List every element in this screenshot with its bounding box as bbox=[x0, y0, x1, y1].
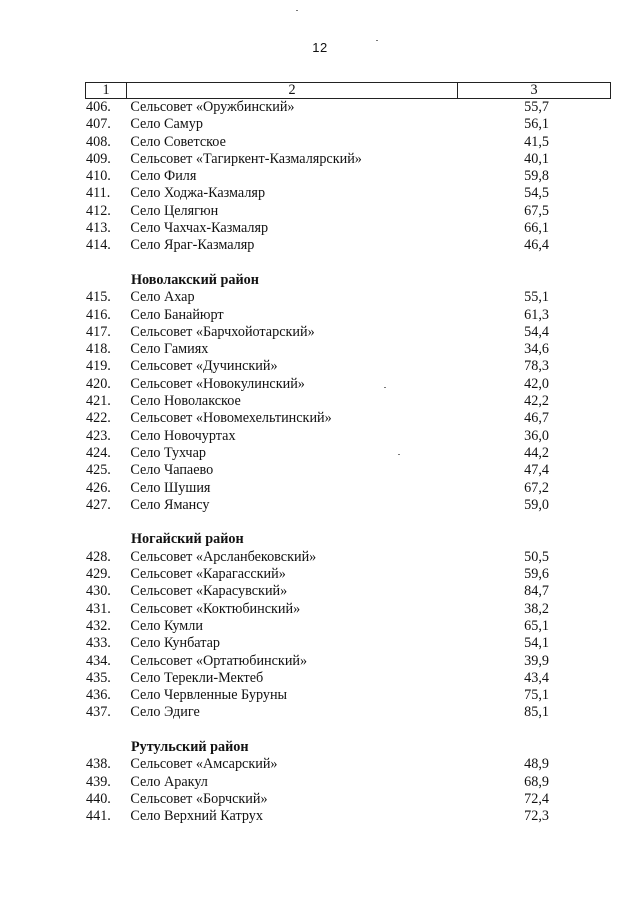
row-value: 54,1 bbox=[524, 635, 549, 652]
row-number: 425. bbox=[86, 462, 111, 479]
table-row bbox=[85, 791, 611, 808]
table-row bbox=[85, 583, 611, 600]
table-row bbox=[85, 220, 611, 237]
row-number: 421. bbox=[86, 393, 111, 410]
row-number: 424. bbox=[86, 444, 111, 461]
table-row bbox=[85, 237, 611, 254]
header-col-1: 1 bbox=[86, 83, 127, 98]
row-name: Село Целягюн bbox=[130, 202, 219, 219]
table-row bbox=[85, 376, 611, 393]
row-value: 75,1 bbox=[524, 687, 549, 704]
row-number: 417. bbox=[86, 323, 111, 340]
row-number: 412. bbox=[86, 202, 111, 219]
table-row bbox=[85, 566, 611, 583]
row-number: 406. bbox=[86, 99, 111, 115]
row-number: 411. bbox=[86, 185, 111, 202]
table-row bbox=[85, 497, 611, 514]
table-row bbox=[85, 410, 611, 427]
row-value: 42,0 bbox=[524, 375, 549, 392]
row-name: Сельсовет «Барчхойотарский» bbox=[130, 323, 315, 340]
row-name: Село Тухчар bbox=[130, 444, 206, 461]
row-value: 56,1 bbox=[524, 116, 549, 133]
table-row bbox=[85, 635, 611, 652]
row-value: 59,6 bbox=[524, 566, 549, 583]
row-name: Село Гамиях bbox=[130, 341, 209, 358]
table-row bbox=[85, 134, 611, 151]
table-row bbox=[85, 774, 611, 791]
table-row bbox=[85, 756, 611, 773]
row-value: 68,9 bbox=[524, 773, 549, 790]
row-value: 40,1 bbox=[524, 150, 549, 167]
table-row bbox=[85, 324, 611, 341]
row-value: 34,6 bbox=[524, 341, 549, 358]
row-value: 42,2 bbox=[524, 393, 549, 410]
row-name: Сельсовет «Карагасский» bbox=[130, 566, 286, 583]
row-name: Село Яраг-Казмаляр bbox=[130, 237, 255, 254]
row-name: Сельсовет «Новомехельтинский» bbox=[130, 410, 332, 427]
row-number: 429. bbox=[86, 566, 111, 583]
row-name: Село Советское bbox=[130, 133, 226, 150]
table-row bbox=[85, 358, 611, 375]
row-value: 65,1 bbox=[524, 617, 549, 634]
table-row bbox=[85, 687, 611, 704]
row-value: 72,3 bbox=[524, 808, 549, 825]
row-value: 44,2 bbox=[524, 444, 549, 461]
row-value: 78,3 bbox=[524, 358, 549, 375]
row-name: Село Шушия bbox=[130, 479, 211, 496]
table-row bbox=[85, 670, 611, 687]
row-name: Сельсовет «Арсланбековский» bbox=[130, 548, 317, 565]
row-number: 438. bbox=[86, 756, 111, 773]
table-row bbox=[85, 653, 611, 670]
row-number: 432. bbox=[86, 617, 111, 634]
row-name: Село Кумли bbox=[130, 617, 203, 634]
row-value: 59,8 bbox=[524, 168, 549, 185]
row-value: 54,4 bbox=[524, 323, 549, 340]
table-row bbox=[85, 618, 611, 635]
row-value: 36,0 bbox=[524, 427, 549, 444]
row-number: 419. bbox=[86, 358, 111, 375]
row-number: 428. bbox=[86, 548, 111, 565]
row-number: 410. bbox=[86, 168, 111, 185]
row-name: Сельсовет «Дучинский» bbox=[130, 358, 278, 375]
row-value: 48,9 bbox=[524, 756, 549, 773]
row-name: Село Терекли-Мектеб bbox=[130, 669, 264, 686]
row-name: Село Верхний Катрух bbox=[130, 808, 263, 825]
row-name: Село Новолакское bbox=[130, 393, 241, 410]
table-row bbox=[85, 393, 611, 410]
row-number: 436. bbox=[86, 687, 111, 704]
row-name: Село Эдиге bbox=[130, 704, 200, 721]
row-number: 407. bbox=[86, 116, 111, 133]
row-value: 67,2 bbox=[524, 479, 549, 496]
table-body bbox=[85, 99, 611, 825]
row-value: 59,0 bbox=[524, 496, 549, 513]
row-number: 423. bbox=[86, 427, 111, 444]
table-row bbox=[85, 445, 611, 462]
row-name: Село Банайюрт bbox=[130, 306, 224, 323]
table-row bbox=[85, 289, 611, 306]
row-name: Село Ахар bbox=[130, 289, 195, 306]
table-row bbox=[85, 307, 611, 324]
scan-speck bbox=[398, 454, 400, 455]
table-row bbox=[85, 549, 611, 566]
row-number: 440. bbox=[86, 790, 111, 807]
row-value: 67,5 bbox=[524, 202, 549, 219]
row-number: 426. bbox=[86, 479, 111, 496]
row-value: 46,4 bbox=[524, 237, 549, 254]
row-number: 434. bbox=[86, 652, 111, 669]
row-value: 66,1 bbox=[524, 220, 549, 237]
table-row bbox=[85, 168, 611, 185]
row-number: 408. bbox=[86, 133, 111, 150]
row-name: Сельсовет «Коктюбинский» bbox=[130, 600, 301, 617]
row-name: Село Самур bbox=[130, 116, 203, 133]
row-name: Село Чахчах-Казмаляр bbox=[130, 220, 269, 237]
scan-speck bbox=[296, 10, 298, 11]
row-number: 427. bbox=[86, 496, 111, 513]
row-name: Село Ямансу bbox=[130, 496, 210, 513]
table-row bbox=[85, 203, 611, 220]
table-row bbox=[85, 808, 611, 825]
row-name: Сельсовет «Борчский» bbox=[130, 790, 268, 807]
row-value: 54,5 bbox=[524, 185, 549, 202]
district-title: Новолакский район bbox=[131, 271, 259, 288]
row-number: 439. bbox=[86, 773, 111, 790]
table-row bbox=[85, 116, 611, 133]
header-col-3: 3 bbox=[530, 82, 538, 98]
row-name: Село Новочуртах bbox=[130, 427, 236, 444]
row-value: 47,4 bbox=[524, 462, 549, 479]
table-header bbox=[85, 82, 611, 99]
row-value: 55,7 bbox=[524, 99, 549, 115]
row-value: 43,4 bbox=[524, 669, 549, 686]
row-name: Сельсовет «Ортатюбинский» bbox=[130, 652, 308, 669]
header-col-2: 2 bbox=[127, 83, 458, 98]
table-row bbox=[85, 601, 611, 618]
scan-speck bbox=[376, 40, 378, 41]
table-row bbox=[85, 151, 611, 168]
row-value: 55,1 bbox=[524, 289, 549, 306]
row-number: 420. bbox=[86, 375, 111, 392]
row-number: 416. bbox=[86, 306, 111, 323]
row-name: Сельсовет «Карасувский» bbox=[130, 583, 288, 600]
row-number: 422. bbox=[86, 410, 111, 427]
row-value: 46,7 bbox=[524, 410, 549, 427]
row-value: 72,4 bbox=[524, 790, 549, 807]
table-row bbox=[85, 341, 611, 358]
row-number: 413. bbox=[86, 220, 111, 237]
row-number: 414. bbox=[86, 237, 111, 254]
row-number: 431. bbox=[86, 600, 111, 617]
row-name: Сельсовет «Амсарский» bbox=[130, 756, 278, 773]
row-name: Сельсовет «Тагиркент-Казмалярский» bbox=[130, 150, 362, 167]
scan-speck bbox=[384, 387, 386, 388]
row-value: 38,2 bbox=[524, 600, 549, 617]
row-value: 61,3 bbox=[524, 306, 549, 323]
row-value: 41,5 bbox=[524, 133, 549, 150]
row-name: Село Червленные Буруны bbox=[130, 687, 288, 704]
table-row bbox=[85, 99, 611, 116]
district-title: Рутульский район bbox=[131, 738, 249, 755]
row-name: Село Ходжа-Казмаляр bbox=[130, 185, 266, 202]
page-number: 12 bbox=[312, 40, 328, 55]
row-name: Сельсовет «Оружбинский» bbox=[130, 99, 295, 115]
row-name: Сельсовет «Новокулинский» bbox=[130, 375, 305, 392]
row-value: 39,9 bbox=[524, 652, 549, 669]
row-name: Село Кунбатар bbox=[130, 635, 220, 652]
row-number: 441. bbox=[86, 808, 111, 825]
row-number: 433. bbox=[86, 635, 111, 652]
row-name: Село Чапаево bbox=[130, 462, 214, 479]
row-number: 435. bbox=[86, 669, 111, 686]
data-table bbox=[85, 82, 611, 825]
row-value: 50,5 bbox=[524, 548, 549, 565]
table-row bbox=[85, 480, 611, 497]
row-number: 437. bbox=[86, 704, 111, 721]
row-number: 409. bbox=[86, 150, 111, 167]
district-title: Ногайский район bbox=[131, 531, 244, 548]
row-number: 415. bbox=[86, 289, 111, 306]
table-row bbox=[85, 462, 611, 479]
row-name: Село Аракул bbox=[130, 773, 208, 790]
row-number: 418. bbox=[86, 341, 111, 358]
row-name: Село Филя bbox=[130, 168, 197, 185]
table-row bbox=[85, 185, 611, 202]
table-row bbox=[85, 704, 611, 721]
row-value: 84,7 bbox=[524, 583, 549, 600]
table-row bbox=[85, 428, 611, 445]
row-value: 85,1 bbox=[524, 704, 549, 721]
row-number: 430. bbox=[86, 583, 111, 600]
